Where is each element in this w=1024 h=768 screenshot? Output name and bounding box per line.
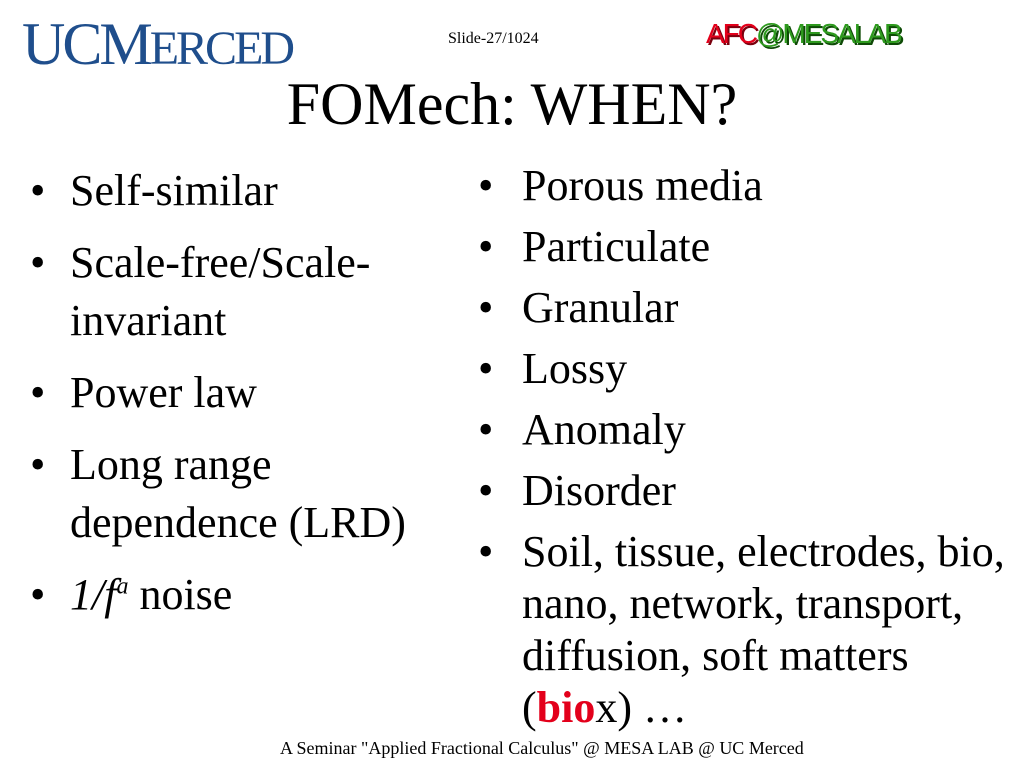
- list-item: [478, 282, 1018, 334]
- list-item: [30, 234, 470, 350]
- list-item-text: Particulate: [522, 222, 711, 271]
- list-item-text: Anomaly: [522, 405, 686, 454]
- logo-m: M: [99, 11, 150, 77]
- bullet-icon: •: [30, 368, 46, 417]
- list-item: [30, 364, 470, 422]
- list-item: [478, 465, 1018, 517]
- footer-caption: A Seminar "Applied Fractional Calculus" @ MESA LAB @ UC Merced: [280, 738, 804, 758]
- list-item: [478, 343, 1018, 395]
- list-item-text: Power law: [70, 368, 257, 417]
- list-item: [478, 526, 1018, 734]
- bullet-icon: •: [30, 570, 46, 619]
- bullet-icon: •: [478, 344, 494, 393]
- bio-highlight: bio: [536, 683, 596, 732]
- list-item: [30, 436, 470, 552]
- bullet-icon: •: [478, 283, 494, 332]
- noise-exponent: a: [116, 573, 129, 600]
- bullet-icon: •: [478, 527, 494, 576]
- list-item-text: Granular: [522, 283, 679, 332]
- list-item: [478, 404, 1018, 456]
- list-item-text: Porous media: [522, 161, 763, 210]
- list-item-text: Disorder: [522, 466, 676, 515]
- badge-mesalab: @MESALAB: [756, 18, 901, 49]
- mesa-lab-badge: [706, 20, 901, 48]
- bullet-icon: •: [30, 166, 46, 215]
- ucmerced-logo: [22, 11, 293, 77]
- bullet-icon: •: [30, 238, 46, 287]
- list-item-text: noise: [128, 570, 233, 619]
- logo-uc: UC: [22, 11, 100, 77]
- list-item-text: Long range dependence (LRD): [70, 440, 406, 547]
- logo-erced: ERCED: [149, 22, 293, 75]
- left-bullet-list: [30, 162, 470, 638]
- badge-afc: AFC: [706, 18, 756, 49]
- bullet-icon: •: [30, 440, 46, 489]
- bullet-icon: •: [478, 161, 494, 210]
- right-bullet-list: [478, 160, 1018, 743]
- noise-formula: 1/f: [70, 570, 117, 619]
- slide-title: FOMech: WHEN?: [286, 71, 738, 137]
- list-item-text-end: x) …: [595, 683, 688, 732]
- list-item-text: Scale-free/Scale-invariant: [70, 238, 371, 345]
- bullet-icon: •: [478, 222, 494, 271]
- list-item-text: Self-similar: [70, 166, 278, 215]
- list-item-text: Lossy: [522, 344, 628, 393]
- list-item: [30, 162, 470, 220]
- bullet-icon: •: [478, 466, 494, 515]
- bullet-icon: •: [478, 405, 494, 454]
- list-item-text: Soil, tissue, electrodes, bio, nano, network, transport, diffusion, soft matters (: [522, 527, 1005, 732]
- list-item: [478, 221, 1018, 273]
- list-item: [478, 160, 1018, 212]
- list-item: [30, 566, 470, 624]
- slide-number: Slide-27/1024: [448, 30, 539, 47]
